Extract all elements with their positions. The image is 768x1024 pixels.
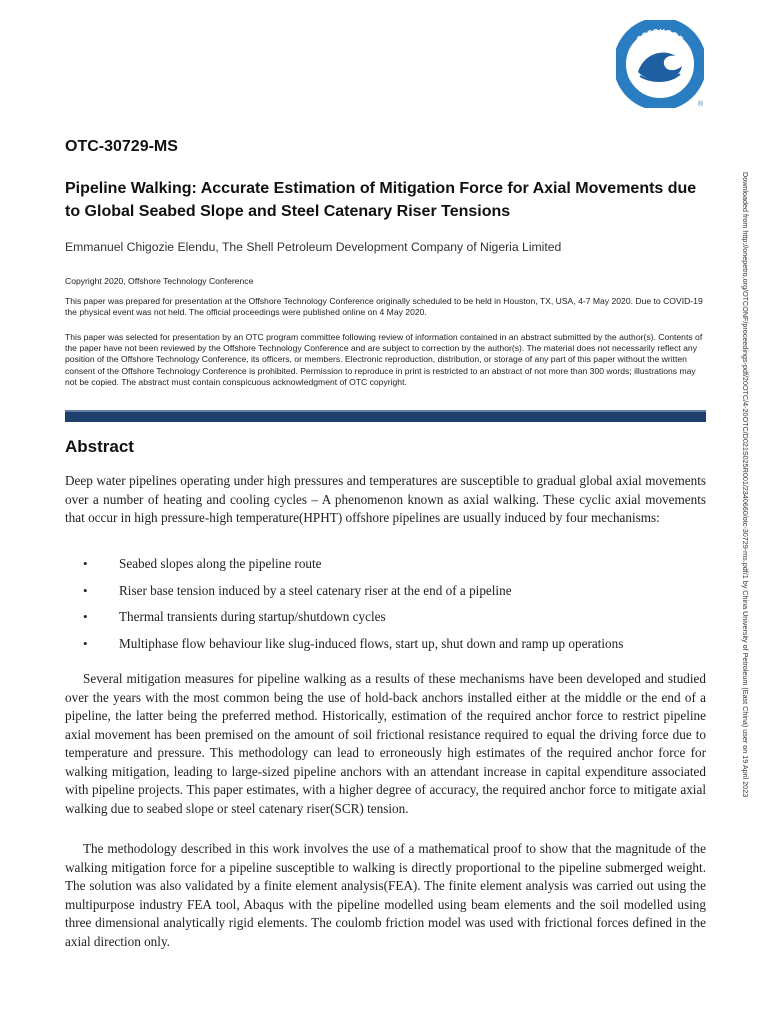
list-item-text: Multiphase flow behaviour like slug-induced flows, start up, shut down and ramp up operations — [119, 635, 624, 651]
paper-title: Pipeline Walking: Accurate Estimation of Mitigation Force for Axial Movements due to Global Seabed Slope and Steel Catenary Riser Tensions — [65, 180, 697, 220]
abstract-heading: Abstract — [65, 437, 134, 456]
registered-mark: ® — [698, 101, 704, 108]
header-rule-bar — [65, 410, 706, 422]
paper-id: OTC-30729-MS — [65, 138, 178, 155]
bullet-icon: • — [83, 582, 88, 598]
selection-notice: This paper was selected for presentation by an OTC program committee following review of information contained in an abstract submitted by the author(s). Contents of the paper have not been reviewed by the Offshore Technology Conference and are subject to correction by the author(s). The material does not necessarily reflect any position of the Offshore Technology Conference, its officers, or members. Electronic reproduction, distribution, or storage of any part of this paper without the written consent of the Offshore Technology Conference is prohibited. Permission to reproduce in print is restricted to an abstract of not more than 300 words; illustrations may not be copied. The abstract must contain conspicuous acknowledgment of OTC copyright. — [65, 332, 703, 387]
mechanism-list — [65, 555, 706, 661]
list-item — [65, 608, 706, 635]
logo-text-top: OFFSHORE — [634, 26, 686, 45]
list-item — [65, 555, 706, 582]
list-item — [65, 582, 706, 609]
author-line: Emmanuel Chigozie Elendu, The Shell Petroleum Development Company of Nigeria Limited — [65, 240, 562, 254]
bullet-icon: • — [83, 556, 88, 571]
bullet-icon: • — [83, 609, 88, 624]
presentation-notice: This paper was prepared for presentation at the Offshore Technology Conference originally scheduled to be held in Houston, TX, USA, 4-7 May 2020. Due to COVID-19 the physical event was not held. The official proceedings were published online on 4 May 2020. — [65, 296, 703, 318]
abstract-intro: Deep water pipelines operating under high pressures and temperatures are susceptible to gradual global axial movements over a number of heating and cooling cycles – A phenomenon known as axial walking. These cyclic axial movements that occur in high pressure-high temperature(HPHT) offshore pipelines are usually induced by four mechanisms: — [65, 473, 706, 525]
abstract-paragraph-3: The methodology described in this work involves the use of a mathematical proof to show that the magnitude of the walking mitigation force for a pipeline susceptible to walking is directly proportional to the pipeline submerged weight. The solution was also validated by a finite element analysis(FEA). The finite element analysis was carried out using the multipurpose industry FEA tool, Abaqus with the pipeline modelled using beam elements and the soil modelled using three dimensional analytically rigid elements. The coulomb friction model was used with frictional forces defined in the axial direction only. — [65, 841, 706, 949]
logo-text-bottom: TECHNOLOGY CONFERENCE — [624, 69, 696, 101]
list-item — [65, 635, 706, 662]
abstract-paragraph-2: Several mitigation measures for pipeline walking as a results of these mechanisms have been developed and studied over the years with the most common being the use of hold-back anchors installed either at the middle or the end of a pipeline, the latter being the preferred method. Historically, estimation of the required anchor force to restrict pipeline axial movement has been premised on the amount of soil frictional resistance required to equal the driving force due to temperature and pressure. This methodology can lead to erroneously high estimates of the required anchor force for walking mitigation, leading to large-sized pipeline anchors with an attendant increase in capital expenditure associated with pipeline projects. This paper estimates, with a higher degree of accuracy, the required anchor force to mitigate axial walking due to seabed slope or steel catenary riser(SCR) tension. — [65, 671, 706, 816]
list-item-text: Riser base tension induced by a steel catenary riser at the end of a pipeline — [119, 582, 512, 598]
otc-logo-graphic — [616, 20, 704, 108]
bullet-icon: • — [83, 635, 88, 651]
copyright-line: Copyright 2020, Offshore Technology Conference — [65, 276, 254, 286]
list-item-text: Seabed slopes along the pipeline route — [119, 556, 322, 571]
otc-logo — [616, 20, 704, 108]
list-item-text: Thermal transients during startup/shutdown cycles — [119, 609, 386, 624]
download-side-note: Downloaded from http://onepetro.org/OTCONF/proceedings-pdf/20OTC/4-20OTC/D021S025R001/2340660/otc-30729-ms.pdf/1 by China University of Petroleum (East China) user on 19 April 2023 — [741, 172, 750, 798]
